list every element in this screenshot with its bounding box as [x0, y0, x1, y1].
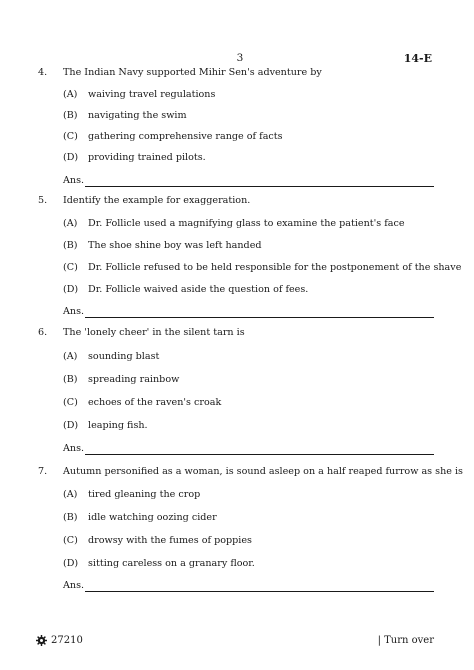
- option-text: Dr. Follicle refused to be held responsible for the postponement of the shave: [88, 262, 462, 273]
- turn-over-label: | Turn over: [377, 635, 434, 646]
- option-d: [63, 558, 255, 570]
- option-label: (B): [63, 240, 78, 251]
- option-d: [63, 284, 308, 296]
- option-b: [63, 374, 179, 386]
- option-text: drowsy with the fumes of poppies: [88, 535, 252, 546]
- option-label: (A): [63, 351, 78, 362]
- footer-code: [36, 635, 83, 646]
- option-text: Dr. Follicle waived aside the question of fees.: [88, 284, 309, 295]
- option-text: providing trained pilots.: [88, 152, 206, 163]
- question-text: Autumn personified as a woman, is sound asleep on a half reaped furrow as she is: [63, 466, 463, 477]
- question-7: [38, 466, 463, 596]
- option-c: [63, 535, 252, 547]
- question-6: [38, 327, 434, 452]
- answer-line: [85, 317, 434, 318]
- option-label: (B): [63, 512, 78, 523]
- option-text: idle watching oozing cider: [88, 512, 217, 523]
- option-d: [63, 420, 148, 432]
- option-label: (B): [63, 374, 78, 385]
- option-c: [63, 397, 221, 409]
- option-c: [63, 131, 283, 143]
- option-text: spreading rainbow: [88, 374, 180, 385]
- answer-field[interactable]: [63, 580, 434, 594]
- gear-icon: [36, 635, 47, 646]
- question-number: 5.: [38, 195, 48, 206]
- option-label: (C): [63, 535, 78, 546]
- paper-code: 14-E: [403, 52, 432, 65]
- option-text: waiving travel regulations: [88, 89, 216, 100]
- answer-field[interactable]: [63, 306, 434, 320]
- answer-line: [85, 591, 434, 592]
- answer-label: Ans.: [63, 443, 85, 454]
- option-a: [63, 89, 215, 101]
- question-text: The Indian Navy supported Mihir Sen's adventure by: [63, 67, 322, 78]
- answer-label: Ans.: [63, 306, 85, 317]
- question-text: Identify the example for exaggeration.: [63, 195, 251, 206]
- option-d: [63, 152, 206, 164]
- answer-label: Ans.: [63, 580, 85, 591]
- answer-line: [85, 454, 434, 455]
- option-label: (D): [63, 558, 79, 569]
- answer-label: Ans.: [63, 175, 85, 186]
- option-b: [63, 240, 262, 252]
- option-text: gathering comprehensive range of facts: [88, 131, 283, 142]
- answer-field[interactable]: [63, 175, 434, 189]
- option-label: (B): [63, 110, 78, 121]
- footer-code-text: 27210: [51, 635, 83, 646]
- option-a: [63, 489, 200, 501]
- option-label: (C): [63, 262, 78, 273]
- option-label: (D): [63, 420, 79, 431]
- question-4: [38, 67, 434, 187]
- answer-field[interactable]: [63, 443, 434, 457]
- option-text: navigating the swim: [88, 110, 187, 121]
- option-label: (A): [63, 89, 78, 100]
- question-number: 7.: [38, 466, 48, 477]
- question-number: 6.: [38, 327, 48, 338]
- option-text: The shoe shine boy was left handed: [88, 240, 262, 251]
- option-label: (A): [63, 489, 78, 500]
- option-a: [63, 218, 405, 230]
- option-label: (D): [63, 152, 79, 163]
- option-a: [63, 351, 159, 363]
- option-text: leaping fish.: [88, 420, 148, 431]
- option-label: (D): [63, 284, 79, 295]
- option-text: tired gleaning the crop: [88, 489, 201, 500]
- question-5: [38, 195, 462, 320]
- option-text: echoes of the raven's croak: [88, 397, 222, 408]
- option-b: [63, 110, 187, 122]
- option-text: Dr. Follicle used a magnifying glass to examine the patient's face: [88, 218, 405, 229]
- page-number: 3: [236, 52, 244, 64]
- answer-line: [85, 186, 434, 187]
- option-label: (A): [63, 218, 78, 229]
- option-text: sitting careless on a granary floor.: [88, 558, 255, 569]
- question-number: 4.: [38, 67, 48, 78]
- option-label: (C): [63, 397, 78, 408]
- option-b: [63, 512, 217, 524]
- option-label: (C): [63, 131, 78, 142]
- option-c: [63, 262, 461, 274]
- option-text: sounding blast: [88, 351, 160, 362]
- question-text: The 'lonely cheer' in the silent tarn is: [63, 327, 245, 338]
